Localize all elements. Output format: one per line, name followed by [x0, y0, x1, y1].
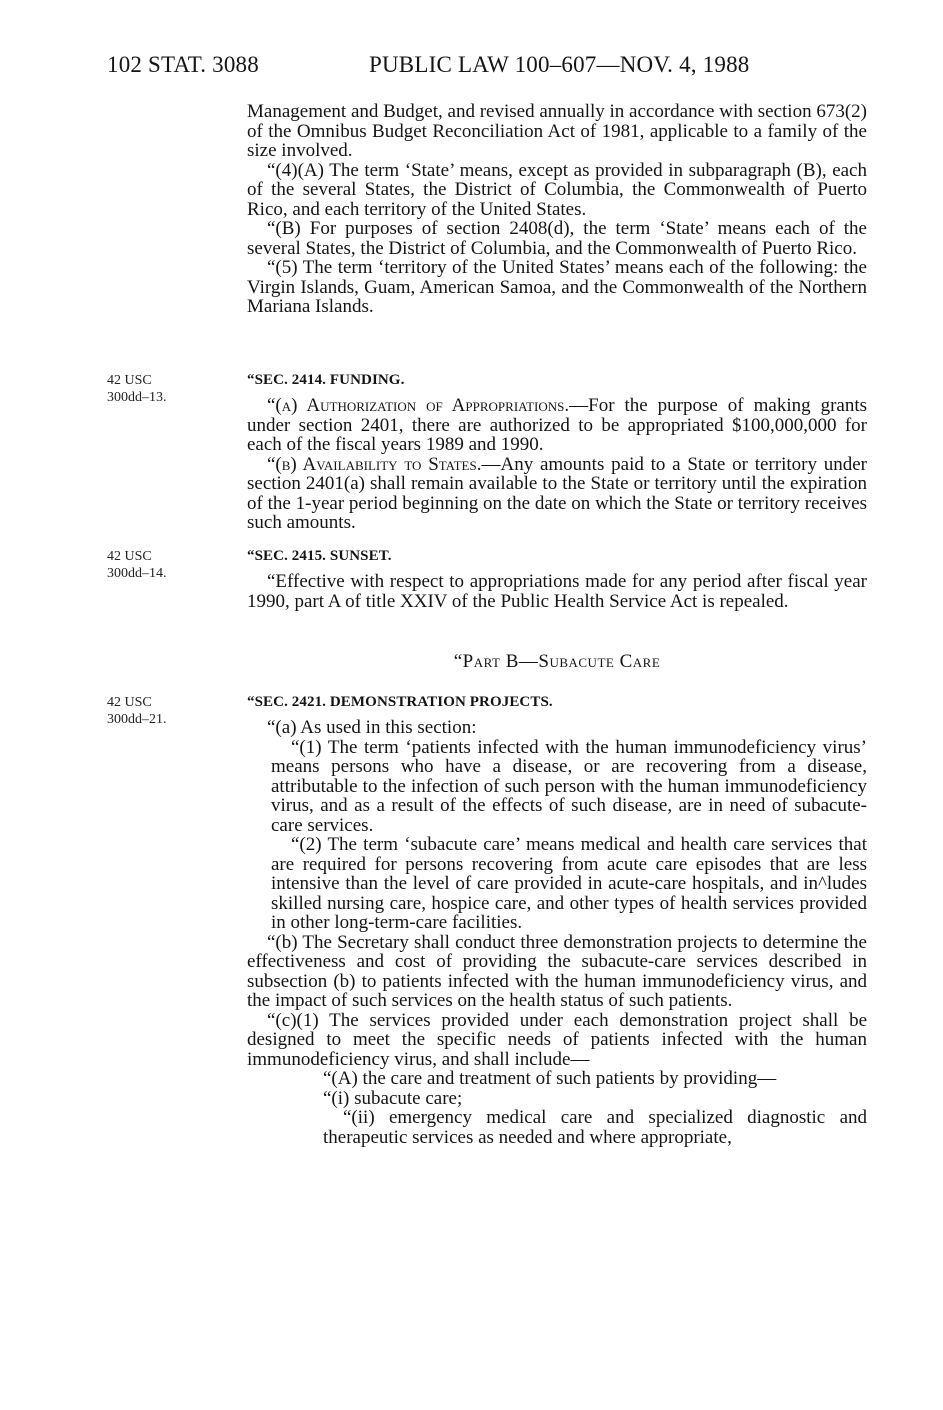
paragraph-5: “(5) The term ‘territory of the United States’ means each of the following: the Virgin Islands, Guam, American Samoa, and the Commonwealth of the Northern Mariana Islands.	[247, 257, 867, 317]
paragraph-a2: “(2) The term ‘subacute care’ means medical and health care services that are required for persons recovering from acute care episodes that are less intensive than the level of care provided in acute-care hospitals, and in^ludes skilled nursing care, hospice care, and other types of health services provided in other long-term-care facilities.	[271, 834, 867, 933]
margin-note-usc-13: 42 USC 300dd–13.	[107, 373, 167, 405]
paragraph-4a: “(4)(A) The term ‘State’ means, except as provided in subparagraph (B), each of the several States, the District of Columbia, the Commonwealth of Puerto Rico, and each territory of the United States.	[247, 159, 867, 220]
paragraph-cA: “(A) the care and treatment of such patients by providing—	[323, 1068, 777, 1089]
block-definitions	[247, 102, 867, 317]
paragraph-2414b: “(b) Availability to States.—Any amounts paid to a State or territory under section 2401(a) shall remain available to the State or territory until the expiration of the 1-year period beginning on the date on which the State or territory receives such amounts.	[247, 453, 868, 533]
paragraph-ci: “(i) subacute care;	[323, 1087, 463, 1109]
paragraph-4b: “(B) For purposes of section 2408(d), the term ‘State’ means each of the several States, the District of Columbia, and the Commonwealth of Puerto Rico.	[247, 218, 867, 259]
section-2414-heading-block	[247, 371, 867, 391]
paragraph-a1: “(1) The term ‘patients infected with the human immunodeficiency virus’ means persons who have a disease, or are recovering from a disease, attributable to the infection of such person with the human immunodeficiency virus, and as a result of the effects of such disease, are in need of subacute-care services.	[271, 736, 867, 836]
section-2421-heading: “SEC. 2421. DEMONSTRATION PROJECTS.	[247, 694, 553, 710]
section-2414-block	[247, 396, 867, 533]
margin-note-usc-14: 42 USC 300dd–14.	[107, 549, 167, 581]
part-b-heading-block	[247, 652, 867, 672]
section-2421-heading-block	[247, 693, 867, 713]
paragraph-b: “(b) The Secretary shall conduct three demonstration projects to determine the effectiveness and cost of providing the subacute-care services described in subsection (b) to patients infected with the human immunodeficiency virus, and the impact of such services on the health status of such patients.	[247, 931, 867, 1011]
margin-note-usc-21: 42 USC 300dd–21.	[107, 695, 167, 727]
heading-authorization: “(a) Authorization of Appropriations.	[267, 395, 570, 416]
part-b-heading: “Part B—Subacute Care	[453, 651, 661, 672]
section-2415-heading-block	[247, 547, 867, 567]
section-2421-block	[247, 718, 867, 1147]
section-2415-heading: “SEC. 2415. SUNSET.	[247, 548, 392, 564]
stat-page-number: 102 STAT. 3088	[107, 52, 259, 77]
paragraph-omb: Management and Budget, and revised annually in accordance with section 673(2) of the Omnibus Budget Reconciliation Act of 1981, applicable to a family of the size involved.	[247, 101, 867, 161]
paragraph-2415: “Effective with respect to appropriations made for any period after fiscal year 1990, part A of title XXIV of the Public Health Service Act is repealed.	[247, 571, 867, 612]
section-2414-heading: “SEC. 2414. FUNDING.	[247, 372, 405, 388]
paragraph-2414a: “(a) Authorization of Appropriations.—For the purpose of making grants under section 2401, there are authorized to be appropriated $100,000,000 for each of the fiscal years 1989 and 1990.	[247, 395, 867, 455]
page-header	[107, 52, 867, 82]
heading-availability: “(b) Availability to States.	[267, 453, 482, 475]
paragraph-c1: “(c)(1) The services provided under each demonstration project shall be designed to meet the specific needs of patients infected with the human immunodeficiency virus, and shall include—	[247, 1009, 867, 1070]
section-2415-block	[247, 572, 867, 611]
public-law-citation: PUBLIC LAW 100–607—NOV. 4, 1988	[369, 52, 750, 77]
paragraph-cii: “(ii) emergency medical care and specialized diagnostic and therapeutic services as needed and where appropriate,	[323, 1107, 867, 1148]
paragraph-a: “(a) As used in this section:	[267, 717, 477, 738]
